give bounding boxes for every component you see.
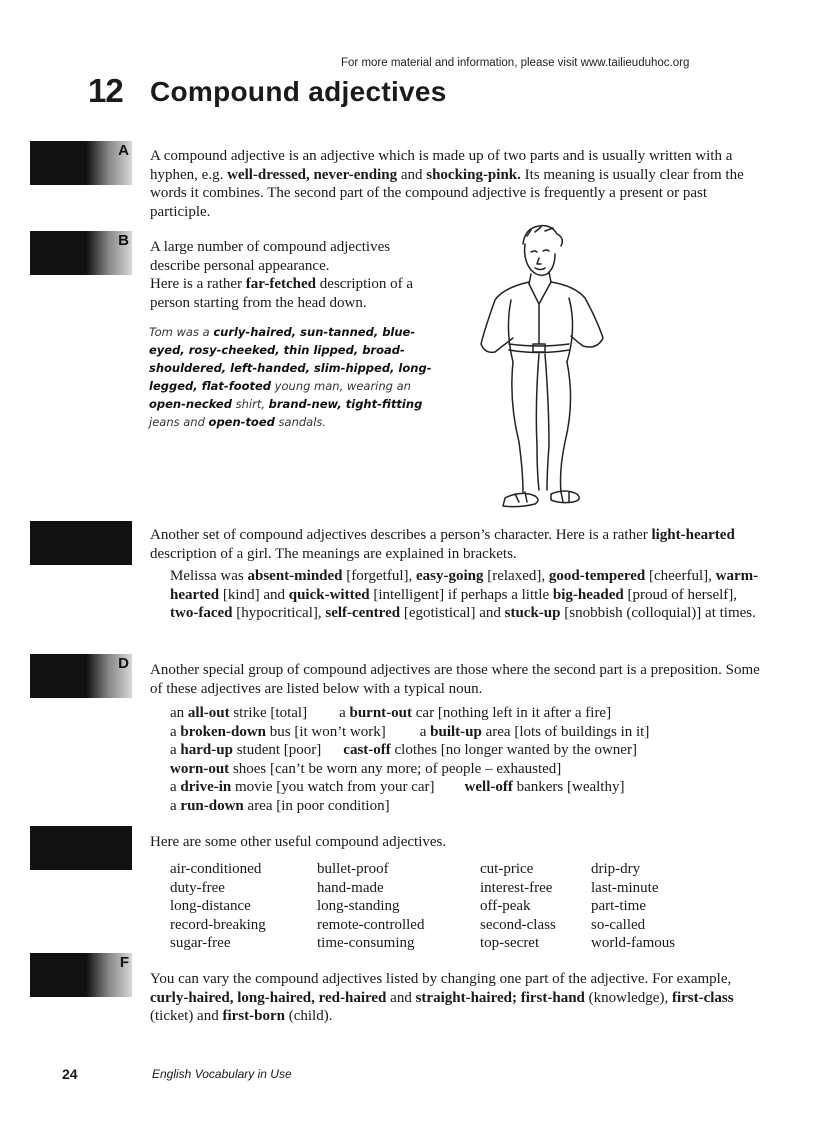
- text-run: Melissa was: [170, 568, 248, 584]
- text-run: sandals.: [274, 415, 327, 429]
- section-f-text: [150, 970, 770, 1026]
- table-cell: off-peak: [480, 898, 531, 914]
- section-b-intro: [150, 238, 435, 312]
- keyword: self-centred: [325, 605, 401, 621]
- text-run: a: [339, 705, 350, 721]
- text-run: and: [397, 166, 427, 183]
- keyword: easy-going: [415, 568, 484, 584]
- keyword: quick-witted: [288, 586, 370, 603]
- section-tab-d: [30, 654, 132, 698]
- section-letter-b: B: [118, 232, 129, 249]
- keyword: curly-haired, long-haired, red-haired: [150, 989, 387, 1006]
- section-c-intro: [150, 526, 765, 563]
- text-run: description of a person starting from the head down.: [150, 276, 414, 311]
- text-run: Another special group of compound adjectives are those where the second part is a preposition. Some of these adjectives are listed below with a typical noun.: [150, 662, 760, 697]
- text-run: Tom was a: [149, 325, 214, 339]
- text-run: [proud of herself],: [623, 586, 738, 603]
- table-cell: duty-free: [170, 879, 225, 896]
- table-cell: interest-free: [480, 879, 553, 896]
- list-item: [170, 741, 770, 760]
- text-run: shoes [can’t be worn any more; of people – exhausted]: [229, 760, 562, 777]
- keyword: cast-off: [343, 742, 391, 758]
- text-run: [relaxed],: [483, 568, 549, 584]
- table-cell: top-secret: [480, 935, 540, 951]
- text-run: (child).: [284, 1008, 333, 1024]
- section-tab-b: [30, 231, 132, 275]
- text-run: Its meaning is usually clear from the words it combines. The second part of the compound adjective is frequently a present or past participle.: [150, 166, 744, 220]
- keyword: open-necked: [149, 397, 232, 411]
- table-cell: air-conditioned: [170, 861, 262, 877]
- text-run: Here is a rather: [150, 276, 246, 292]
- keyword: light-hearted: [651, 527, 735, 543]
- text-run: (ticket) and: [150, 1008, 223, 1024]
- keyword: big-headed: [552, 586, 624, 603]
- text-run: [egotistical] and: [400, 605, 505, 621]
- keyword: first-class: [671, 989, 734, 1006]
- text-run: a: [170, 779, 181, 795]
- keyword: far-fetched: [245, 276, 317, 292]
- table-cell: last-minute: [591, 879, 659, 896]
- page-title: Compound adjectives: [150, 76, 447, 107]
- page-number: 24: [62, 1066, 78, 1082]
- text-run: (knowledge),: [584, 989, 672, 1006]
- keyword: all-out: [187, 705, 230, 721]
- text-run: strike [total]: [229, 705, 308, 721]
- table-cell: sugar-free: [170, 935, 231, 951]
- section-c-body: [170, 567, 766, 623]
- table-cell: long-distance: [170, 898, 251, 914]
- table-cell: hand-made: [317, 879, 384, 896]
- man-illustration: [465, 222, 610, 512]
- text-run: area [lots of buildings in it]: [481, 723, 650, 740]
- section-letter-a: A: [118, 142, 129, 159]
- text-run: [intelligent] if perhaps a little: [369, 586, 553, 603]
- text-run: jeans and: [149, 415, 209, 429]
- keyword: well-off: [464, 779, 513, 795]
- keyword: well-dressed, never-ending: [227, 166, 398, 183]
- section-tab-e: [30, 826, 132, 870]
- text-run: a: [419, 723, 431, 740]
- section-d-list: [170, 704, 770, 815]
- text-run: A compound adjective is an adjective which is made up of two parts and is usually written with a hyphen, e.g.: [150, 148, 733, 183]
- section-a-text: [150, 147, 770, 221]
- text-run: [hypocritical],: [232, 605, 326, 621]
- text-run: shirt,: [231, 397, 269, 411]
- keyword: broken-down: [180, 723, 267, 740]
- list-item: [170, 778, 770, 797]
- table-cell: time-consuming: [317, 935, 415, 951]
- text-run: [forgetful],: [342, 568, 416, 584]
- keyword: good-tempered: [548, 568, 646, 584]
- text-run: young man, wearing an: [271, 379, 411, 393]
- text-run: student [poor]: [232, 742, 322, 758]
- keyword: hard-up: [180, 742, 233, 758]
- keyword: run-down: [180, 797, 244, 814]
- table-cell: second-class: [480, 916, 556, 933]
- keyword: warm-hearted: [170, 568, 759, 603]
- text-run: car [nothing left in it after a fire]: [412, 705, 612, 721]
- keyword: shocking-pink.: [426, 166, 521, 183]
- text-run: [snobbish (colloquial)] at times.: [560, 605, 756, 621]
- text-run: Another set of compound adjectives describes a person’s character. Here is a rather: [150, 527, 652, 543]
- table-cell: cut-price: [480, 861, 534, 877]
- text-run: [kind] and: [219, 586, 289, 603]
- keyword: burnt-out: [349, 705, 413, 721]
- section-letter-d: D: [118, 655, 129, 672]
- table-cell: record-breaking: [170, 916, 266, 933]
- keyword: two-faced: [170, 605, 233, 621]
- website-note: For more material and information, please visit www.tailieuduhoc.org: [341, 57, 690, 69]
- section-letter-f: F: [119, 954, 129, 971]
- keyword: brand-new, tight-fitting: [268, 397, 423, 411]
- text-run: description of a girl. The meanings are explained in brackets.: [150, 545, 517, 562]
- text-run: a: [170, 723, 181, 740]
- keyword: worn-out: [170, 760, 230, 777]
- list-item: [170, 797, 770, 816]
- text-run: You can vary the compound adjectives listed by changing one part of the adjective. For example,: [150, 971, 732, 987]
- keyword: stuck-up: [504, 605, 561, 621]
- appearance-description: [149, 323, 449, 431]
- table-cell: bullet-proof: [317, 861, 389, 877]
- section-tab-c: [30, 521, 132, 565]
- text-run: A large number of compound adjectives describe personal appearance.: [150, 239, 391, 274]
- list-item: [170, 760, 770, 779]
- table-cell: part-time: [591, 898, 646, 914]
- text-run: movie [you watch from your car]: [231, 779, 435, 795]
- text-run: and: [386, 989, 416, 1006]
- book-title: English Vocabulary in Use: [152, 1067, 292, 1081]
- table-cell: remote-controlled: [317, 916, 425, 933]
- text-run: a: [170, 742, 181, 758]
- keyword: absent-minded: [247, 568, 343, 584]
- text-run: bus [it won’t work]: [266, 723, 386, 740]
- keyword: straight-haired; first-hand: [415, 989, 585, 1006]
- list-item: [170, 704, 770, 723]
- text-run: clothes [no longer wanted by the owner]: [390, 742, 637, 758]
- keyword: drive-in: [180, 779, 232, 795]
- keyword: built-up: [430, 723, 482, 740]
- section-tab-f: [30, 953, 132, 997]
- keyword: curly-haired, sun-tanned, blue-eyed, rosy-cheeked, thin lipped, broad-shouldered, left-handed, slim-hipped, long-legged, flat-footed: [149, 325, 432, 393]
- unit-number: 12: [88, 72, 123, 109]
- table-cell: long-standing: [317, 898, 400, 914]
- text-run: [cheerful],: [645, 568, 716, 584]
- table-cell: world-famous: [591, 935, 676, 951]
- table-cell: drip-dry: [591, 861, 641, 877]
- table-cell: so-called: [591, 916, 646, 933]
- text-run: a: [170, 797, 181, 814]
- section-tab-a: [30, 141, 132, 185]
- text-run: an: [170, 705, 188, 721]
- keyword: open-toed: [208, 415, 275, 429]
- text-run: bankers [wealthy]: [512, 779, 625, 795]
- keyword: first-born: [222, 1008, 285, 1024]
- text-run: area [in poor condition]: [243, 797, 390, 814]
- list-item: [170, 723, 770, 742]
- section-e-intro: Here are some other useful compound adjectives.: [150, 834, 447, 850]
- section-d-intro: [150, 661, 765, 698]
